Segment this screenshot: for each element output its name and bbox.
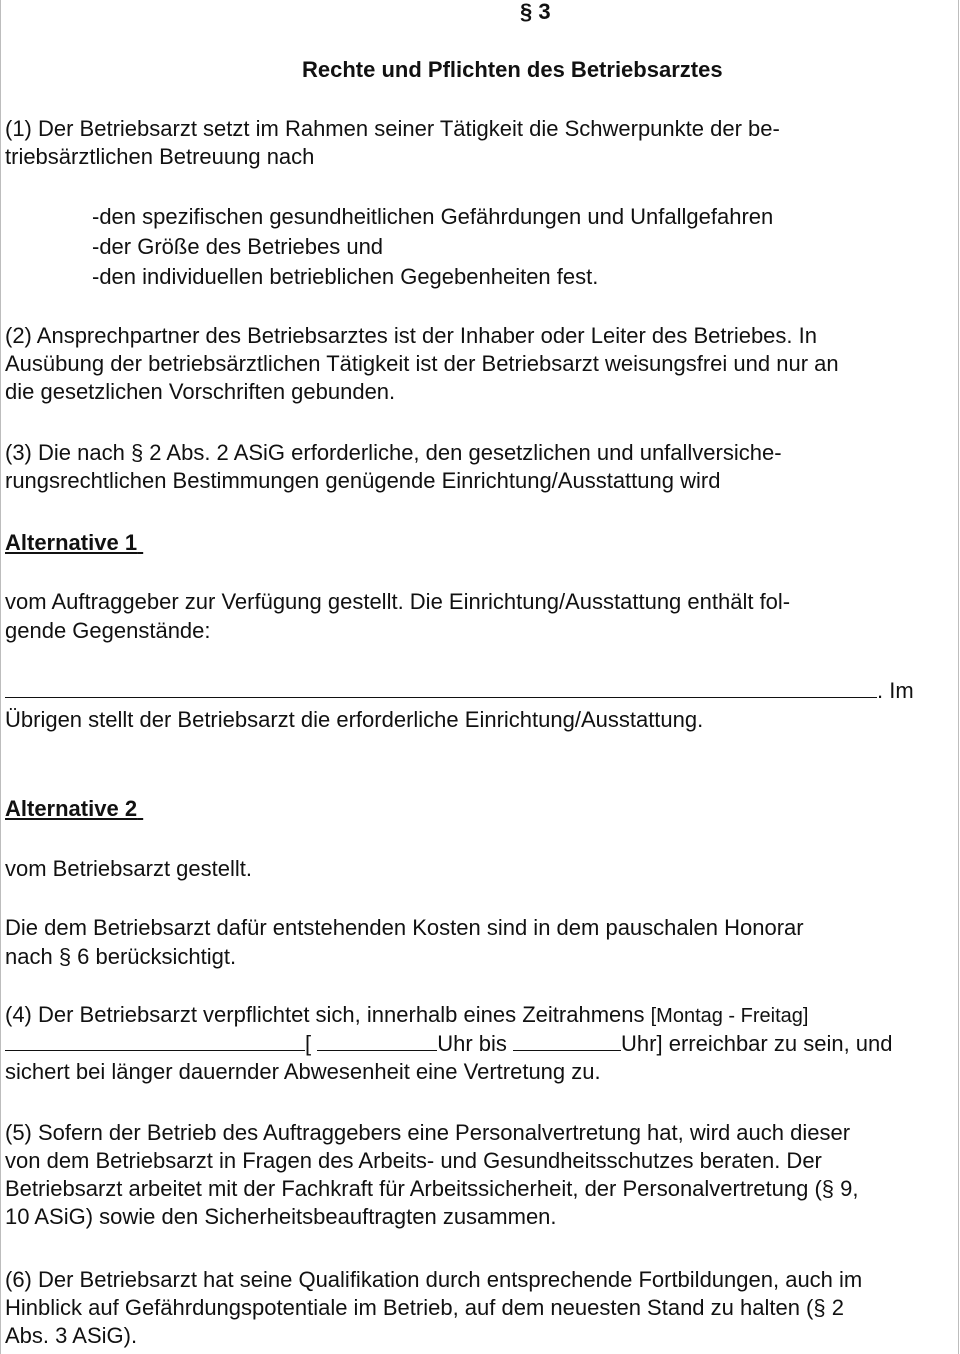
alternative-1-heading-underline	[137, 530, 143, 555]
document-title: Rechte und Pflichten des Betriebsarztes	[302, 57, 723, 82]
page-left-border	[0, 0, 1, 1354]
p4-line-1	[5, 1001, 808, 1030]
p5-line-3: Betriebsarzt arbeitet mit der Fachkraft für Arbeitssicherheit, der Personalvertretung (§ 9,	[5, 1176, 859, 1201]
p4-days-bracket: [Montag - Freitag]	[650, 1005, 809, 1027]
p6-line-2: Hinblick auf Gefährdungspotentiale im Betrieb, auf dem neuesten Stand zu halten (§ 2	[5, 1295, 844, 1320]
p4-uhr-bis: Uhr bis	[437, 1031, 514, 1056]
p1-bullet-1: -den spezifischen gesundheitlichen Gefährdungen und Unfallgefahren	[92, 204, 774, 229]
p1-bullet-2: -der Größe des Betriebes und	[92, 234, 384, 259]
alternative-2-heading-underline	[137, 796, 143, 821]
p2-line-3: die gesetzlichen Vorschriften gebunden.	[5, 379, 396, 404]
end-time-blank-field[interactable]	[513, 1030, 621, 1051]
section-number: § 3	[520, 0, 551, 24]
alt1-line-2: gende Gegenstände:	[5, 618, 211, 643]
start-time-blank-field[interactable]	[317, 1030, 437, 1051]
alt2-line: vom Betriebsarzt gestellt.	[5, 856, 252, 881]
p4-line-3: sichert bei länger dauernder Abwesenheit eine Vertretung zu.	[5, 1059, 601, 1084]
page-right-border	[958, 0, 959, 1354]
alternative-2-heading	[5, 795, 143, 823]
p1-line-2: triebsärztlichen Betreuung nach	[5, 144, 315, 169]
p6-line-3: Abs. 3 ASiG).	[5, 1323, 138, 1348]
p4-open-bracket: [	[305, 1031, 318, 1056]
alt1-last-line: Übrigen stellt der Betriebsarzt die erforderliche Einrichtung/Ausstattung.	[5, 707, 704, 732]
alternative-2-heading-text: Alternative 2	[5, 796, 138, 821]
p5-line-4: 10 ASiG) sowie den Sicherheitsbeauftragten zusammen.	[5, 1204, 557, 1229]
alternative-1-heading-text: Alternative 1	[5, 530, 138, 555]
alt2-cost-line-1: Die dem Betriebsarzt dafür entstehenden Kosten sind in dem pauschalen Honorar	[5, 915, 804, 940]
alt1-blank-suffix: . Im	[877, 678, 914, 703]
alternative-1-heading	[5, 529, 143, 557]
p2-line-1: (2) Ansprechpartner des Betriebsarztes ist der Inhaber oder Leiter des Betriebes. In	[5, 323, 817, 348]
p4-uhr-end: Uhr] erreichbar zu sein, und	[621, 1031, 893, 1056]
alt1-line-1: vom Auftraggeber zur Verfügung gestellt. Die Einrichtung/Ausstattung enthält fol-	[5, 589, 791, 614]
equipment-blank-field[interactable]	[5, 677, 877, 698]
alt1-blank-line	[5, 677, 914, 705]
alt2-cost-line-2: nach § 6 berücksichtigt.	[5, 944, 237, 969]
p1-bullet-3: -den individuellen betrieblichen Gegebenheiten fest.	[92, 264, 599, 289]
time-frame-blank-field[interactable]	[5, 1030, 305, 1051]
p1-line-1: (1) Der Betriebsarzt setzt im Rahmen seiner Tätigkeit die Schwerpunkte der be-	[5, 116, 780, 141]
p4-line-2	[5, 1030, 893, 1058]
p2-line-2: Ausübung der betriebsärztlichen Tätigkeit ist der Betriebsarzt weisungsfrei und nur an	[5, 351, 839, 376]
p3-line-2: rungsrechtlichen Bestimmungen genügende Einrichtung/Ausstattung wird	[5, 468, 721, 493]
p3-line-1: (3) Die nach § 2 Abs. 2 ASiG erforderliche, den gesetzlichen und unfallversiche-	[5, 440, 782, 465]
p4-line-1-text: (4) Der Betriebsarzt verpflichtet sich, innerhalb eines Zeitrahmens	[5, 1002, 651, 1027]
p6-line-1: (6) Der Betriebsarzt hat seine Qualifikation durch entsprechende Fortbildungen, auch im	[5, 1267, 863, 1292]
p5-line-2: von dem Betriebsarzt in Fragen des Arbeits- und Gesundheitsschutzes beraten. Der	[5, 1148, 822, 1173]
p5-line-1: (5) Sofern der Betrieb des Auftraggebers eine Personalvertretung hat, wird auch dieser	[5, 1120, 851, 1145]
